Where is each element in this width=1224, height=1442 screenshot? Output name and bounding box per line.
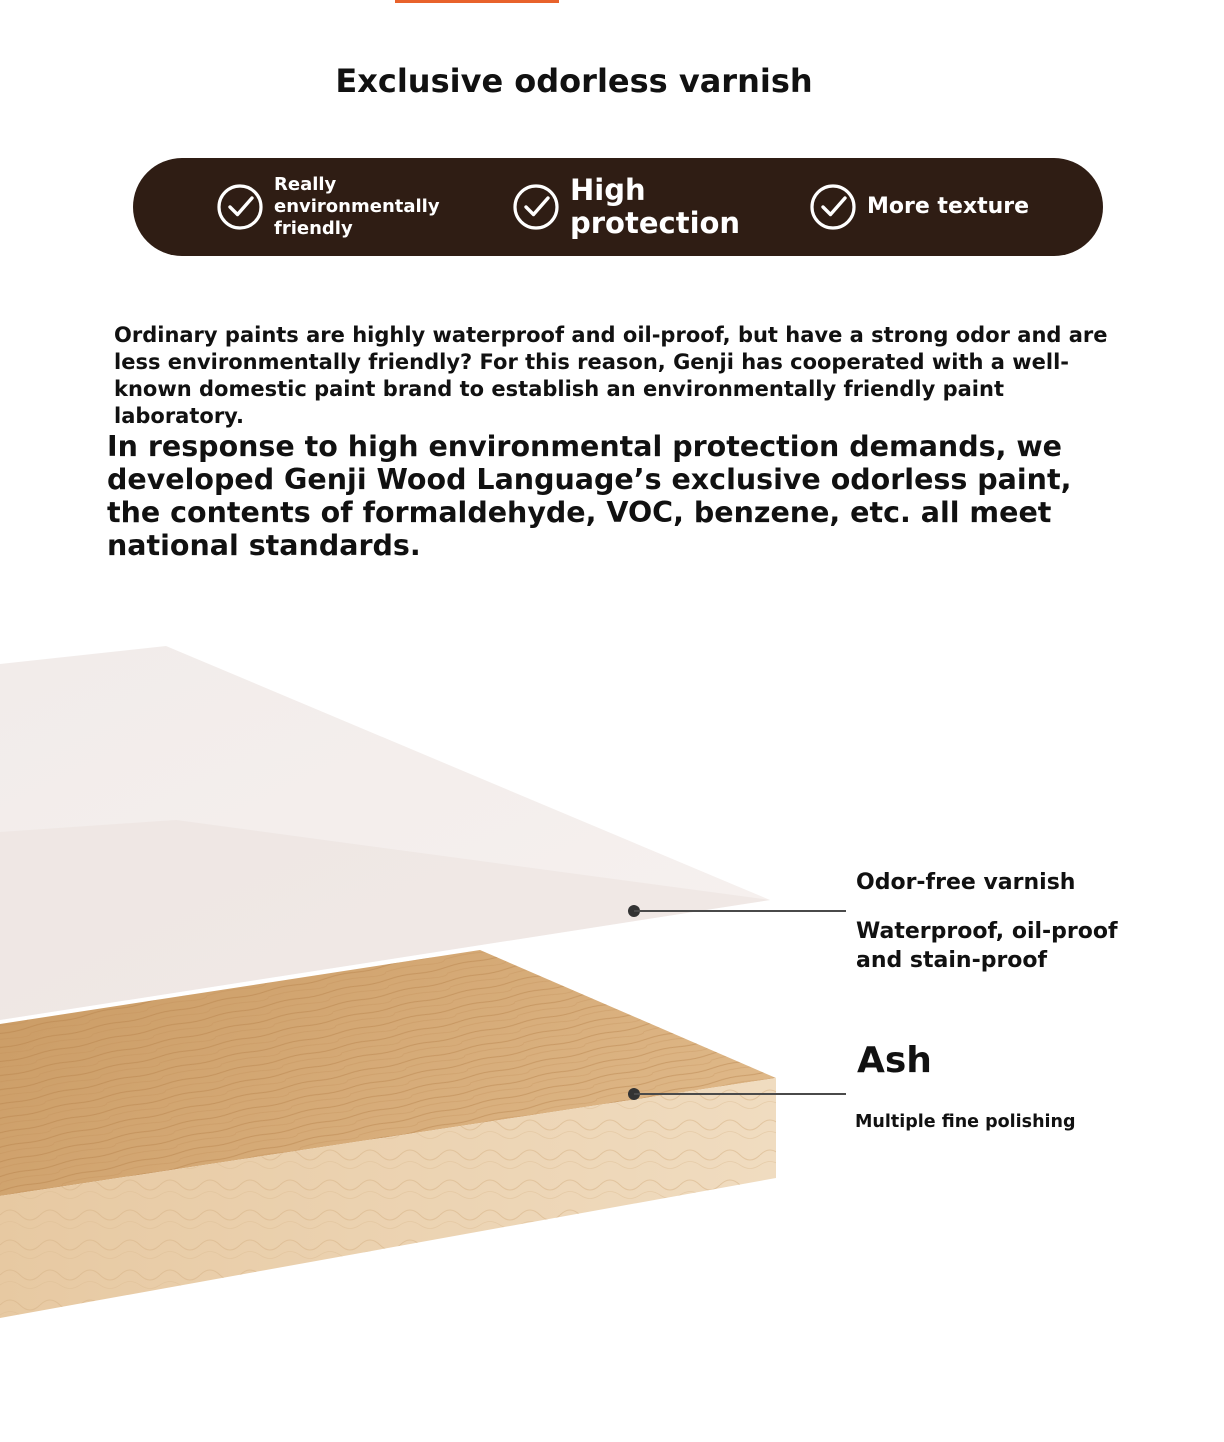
callout-line-ash xyxy=(634,1093,846,1095)
feature-banner xyxy=(133,158,1103,256)
check-circle-icon xyxy=(809,183,857,231)
callout-line-varnish xyxy=(634,910,846,912)
check-circle-icon xyxy=(512,183,560,231)
wood-layer-title: Ash xyxy=(857,1040,932,1081)
feature-item-texture xyxy=(809,158,1067,256)
feature-item-eco xyxy=(216,158,444,256)
varnish-layer-description: Waterproof, oil-proof and stain-proof xyxy=(856,919,1118,973)
layer-illustration xyxy=(0,600,860,1360)
intro-paragraph: Ordinary paints are highly waterproof and oil-proof, but have a strong odor and are less environmentally friendly? For this reason, Genji has cooperated with a well-known domestic paint brand to establish an environmentally friendly paint laboratory. xyxy=(114,323,1108,428)
page-title: Exclusive odorless varnish xyxy=(335,62,813,100)
feature-label: Really environmentally friendly xyxy=(274,174,440,239)
feature-label: More texture xyxy=(867,194,1030,219)
feature-item-protection xyxy=(512,158,740,256)
wood-layer-description: Multiple fine polishing xyxy=(855,1112,1076,1132)
feature-label: High protection xyxy=(570,173,741,240)
highlight-paragraph: In response to high environmental protection demands, we developed Genji Wood Language’s exclusive odorless paint, the contents of formaldehyde, VOC, benzene, etc. all meet national standards. xyxy=(107,430,1072,562)
varnish-layer-title: Odor-free varnish xyxy=(856,870,1076,895)
check-circle-icon xyxy=(216,183,264,231)
top-accent-bar xyxy=(395,0,559,3)
